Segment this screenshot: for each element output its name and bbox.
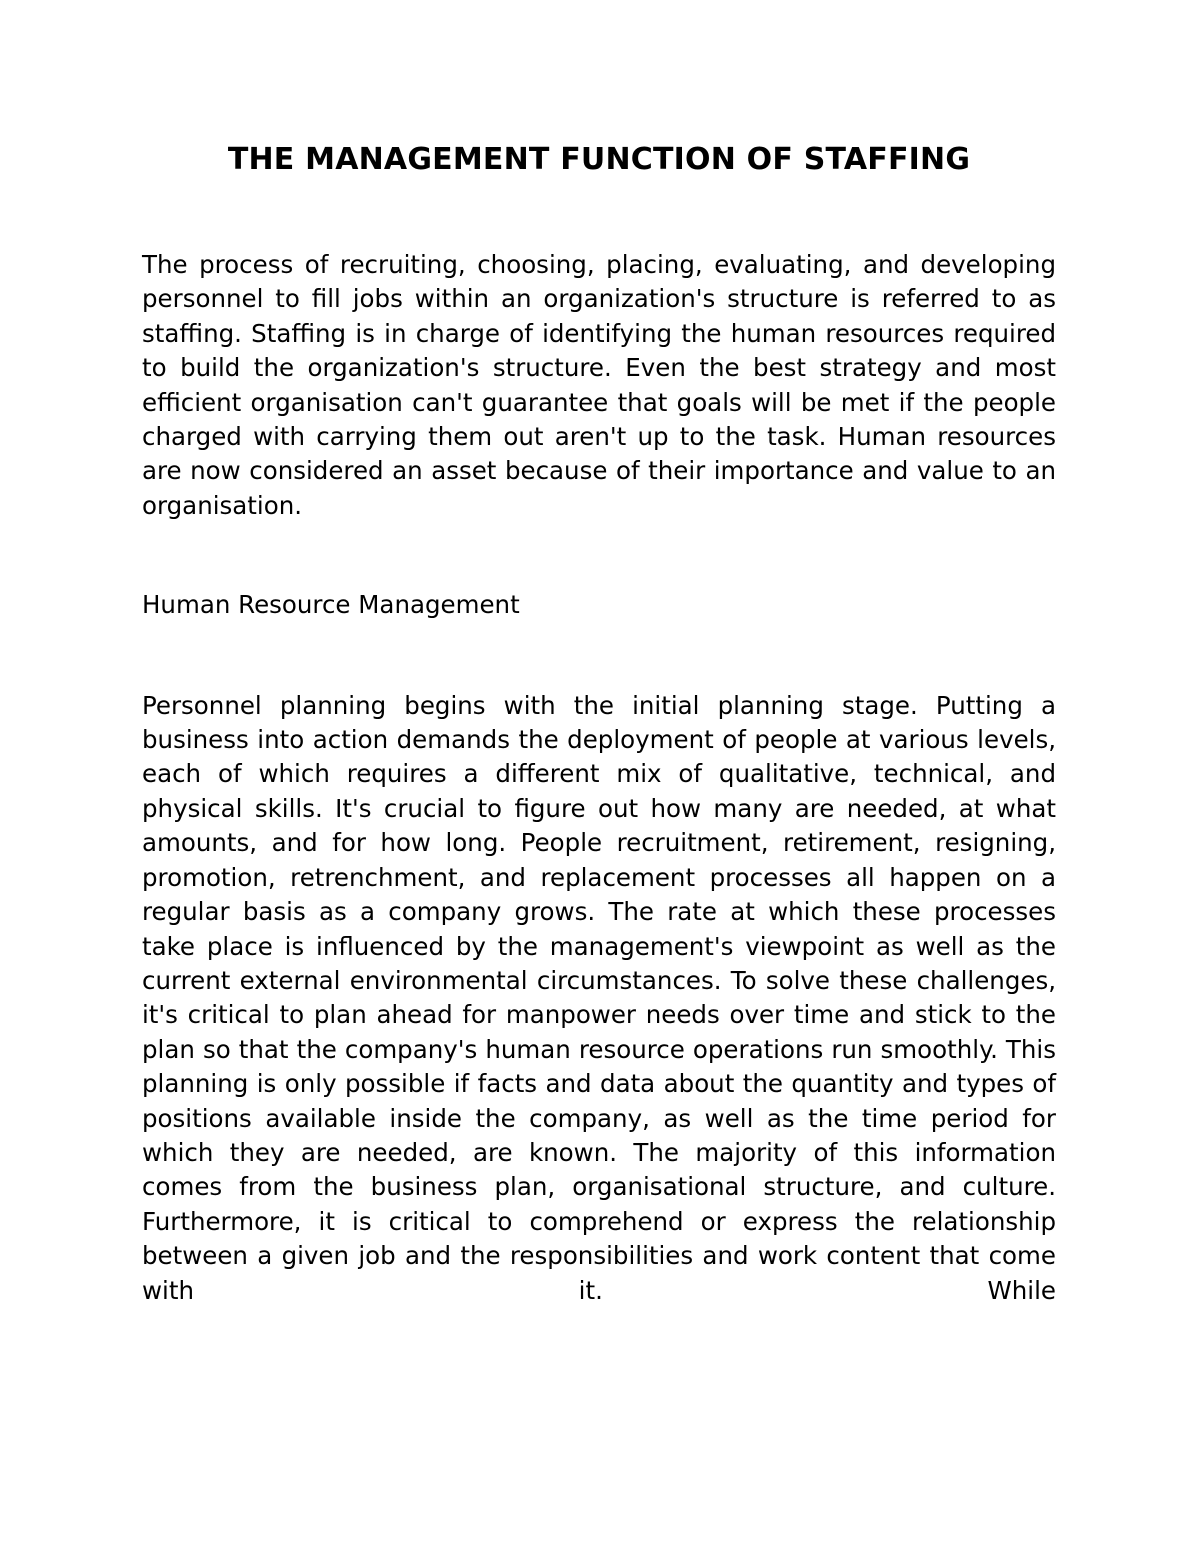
body-paragraph: Personnel planning begins with the initial planning stage. Putting a business into action demands the deployment of people at various levels, each of which requires a different mix of qualitative, technical, and physical skills. It's crucial to figure out how many are needed, at what amounts, and for how long. People recruitment, retirement, resigning, promotion, retrenchment, and replacement processes all happen on a regular basis as a company grows. The rate at which these processes take place is influenced by the management's viewpoint as well as the current external environmental circumstances. To solve these challenges, it's critical to plan ahead for manpower needs over time and stick to the plan so that the company's human resource operations run smoothly. This planning is only possible if facts and data about the quantity and types of positions available inside the company, as well as the time period for which they are needed, are known. The majority of this information comes from the business plan, organisational structure, and culture. Furthermore, it is critical to comprehend or express the relationship between a given job and the responsibilities and work content that come with it. While <box>142 690 1056 1305</box>
intro-paragraph: The process of recruiting, choosing, placing, evaluating, and developing personnel to fill jobs within an organization's structure is referred to as staffing. Staffing is in charge of identifying the human resources required to build the organization's structure. Even the best strategy and most efficient organisation can't guarantee that goals will be met if the people charged with carrying them out aren't up to the task. Human resources are now considered an asset because of their importance and value to an organisation. <box>142 250 1056 520</box>
document-title: THE MANAGEMENT FUNCTION OF STAFFING <box>227 142 971 177</box>
section-heading: Human Resource Management <box>142 590 520 620</box>
document-page <box>142 138 1056 1308</box>
